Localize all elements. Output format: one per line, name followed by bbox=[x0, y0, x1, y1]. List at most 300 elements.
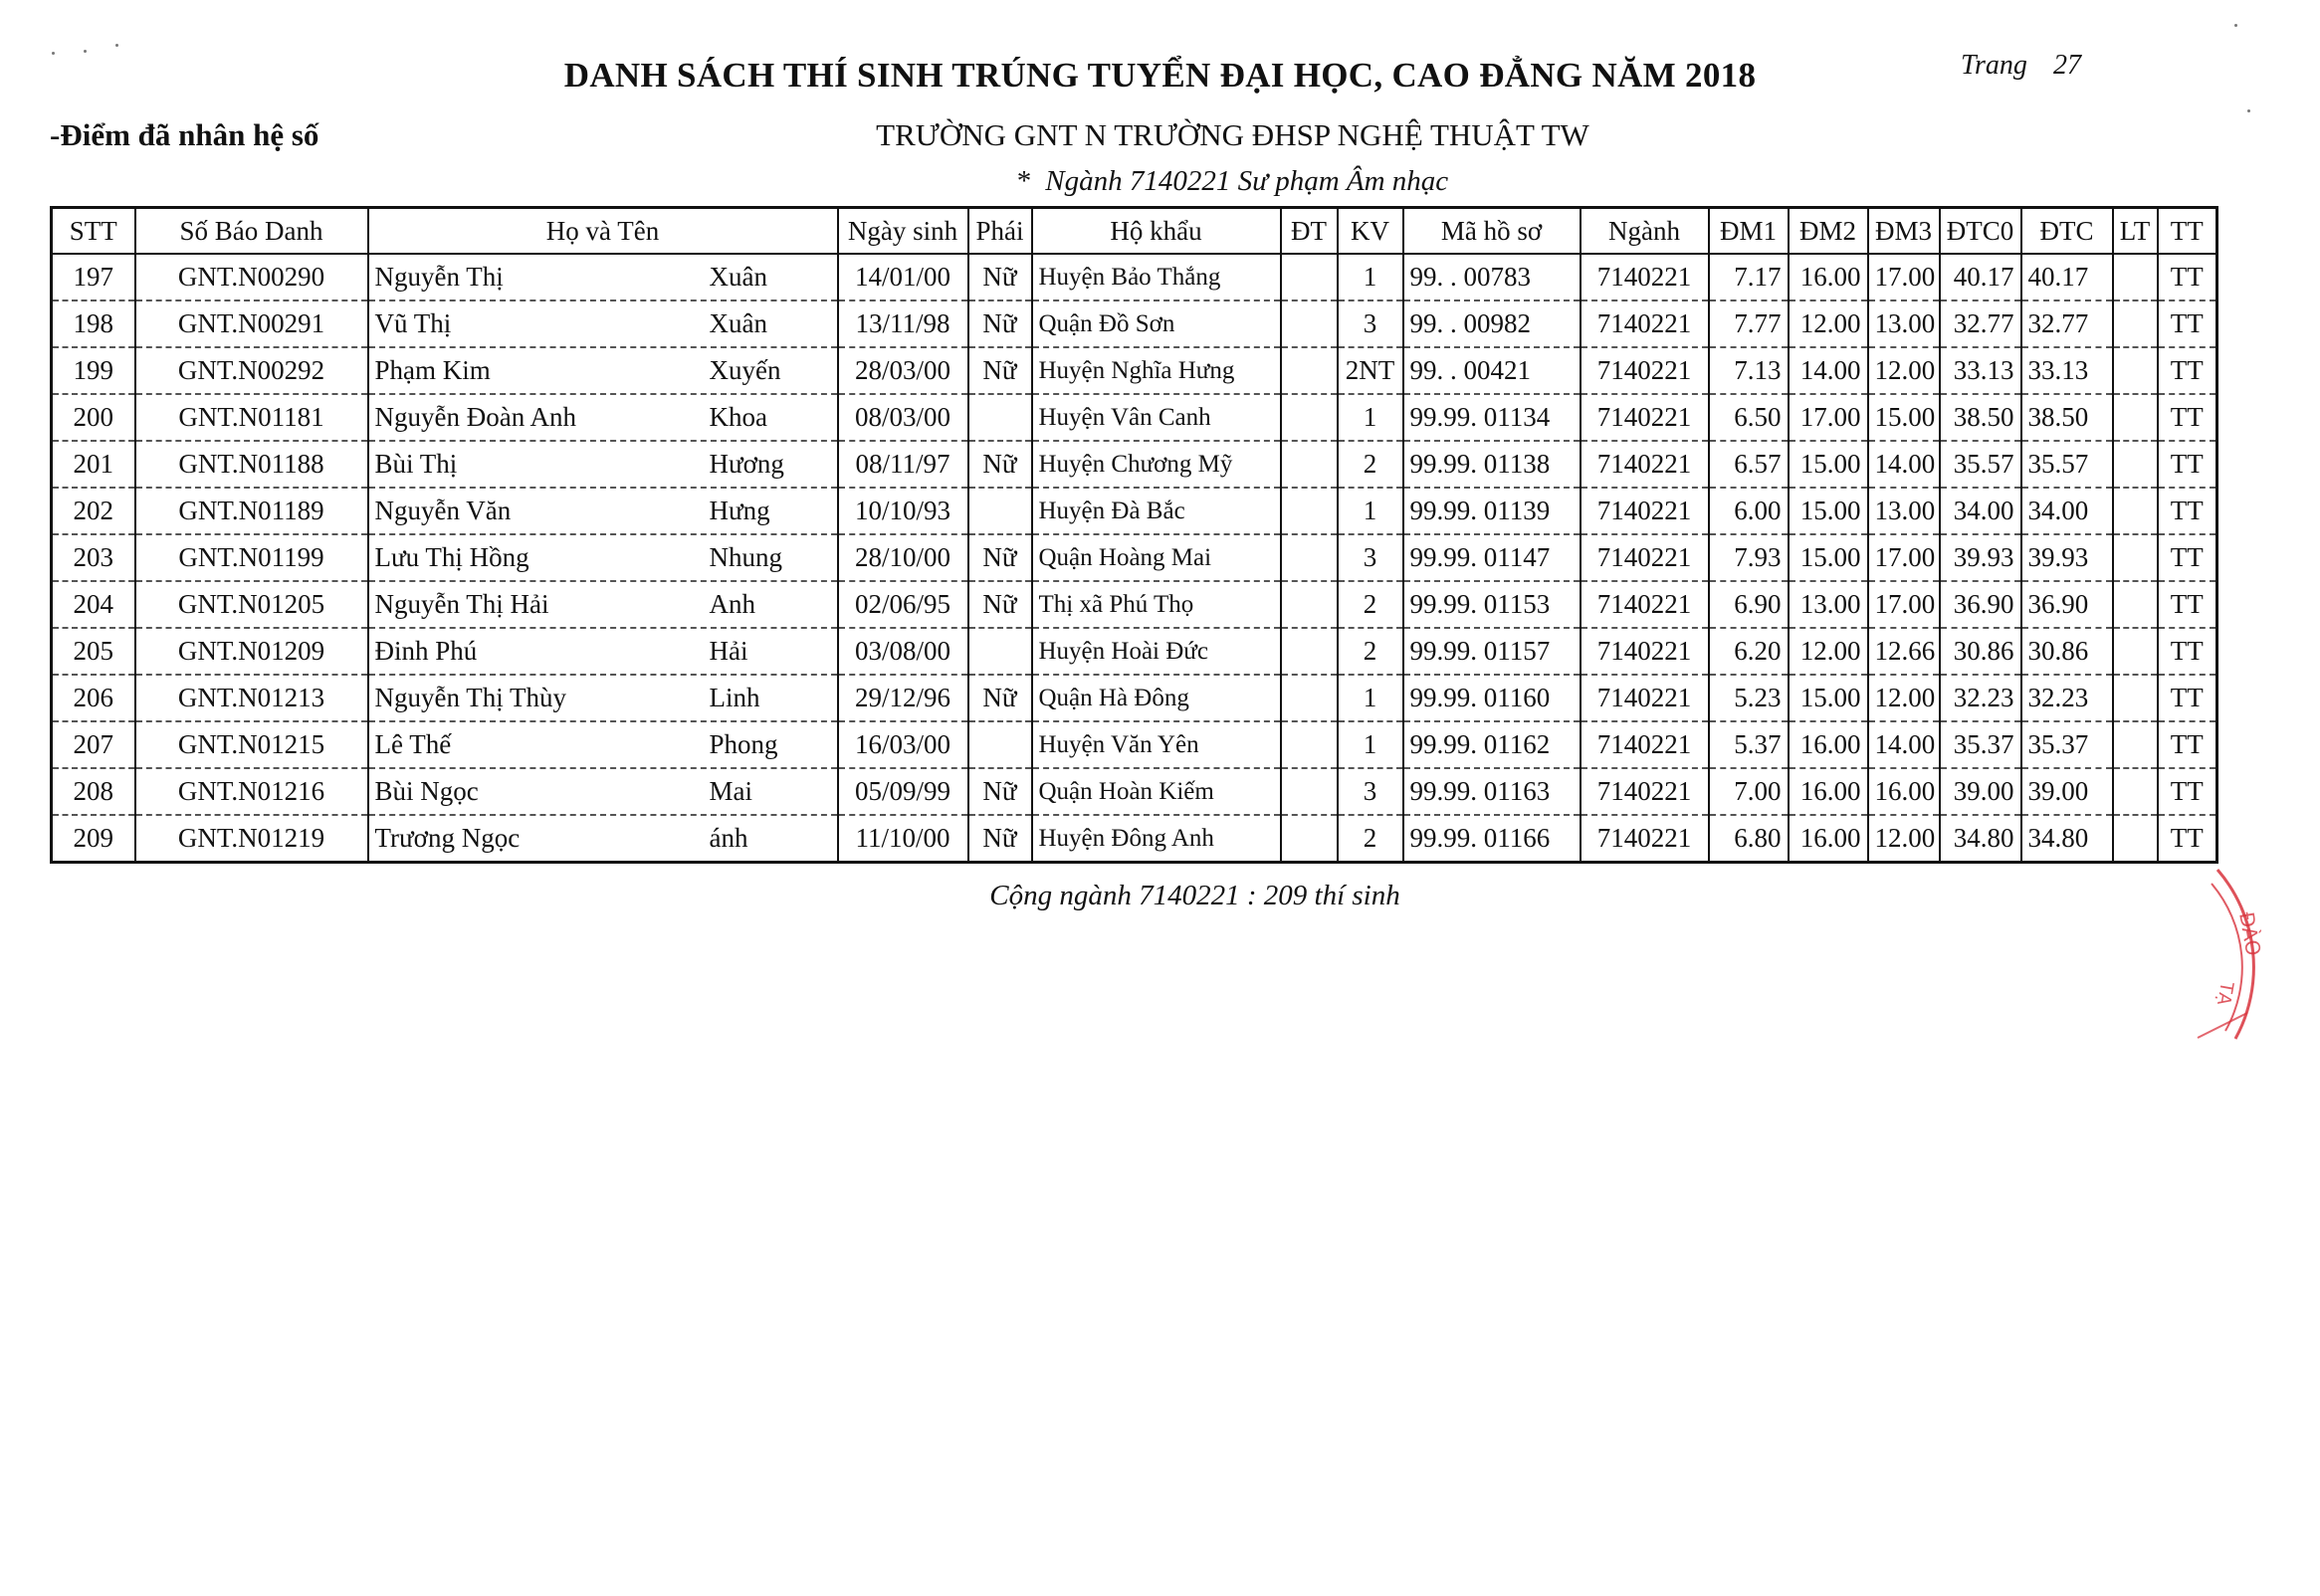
col-sex: Phái bbox=[968, 208, 1032, 255]
cell-kv: 2 bbox=[1338, 628, 1403, 675]
cell-stt: 206 bbox=[52, 675, 135, 721]
cell-dm2: 16.00 bbox=[1789, 721, 1868, 768]
cell-dm3: 13.00 bbox=[1868, 300, 1940, 347]
cell-last-name: Nguyễn Văn bbox=[374, 496, 512, 525]
cell-nganh: 7140221 bbox=[1581, 300, 1709, 347]
cell-dtc: 39.93 bbox=[2021, 534, 2113, 581]
cell-home: Huyện Đông Anh bbox=[1032, 815, 1281, 863]
cell-dt bbox=[1281, 675, 1338, 721]
cell-last-name: Bùi Thị bbox=[374, 449, 458, 479]
cell-dm1: 6.00 bbox=[1709, 488, 1789, 534]
cell-dt bbox=[1281, 768, 1338, 815]
cell-nganh: 7140221 bbox=[1581, 581, 1709, 628]
cell-tt: TT bbox=[2158, 300, 2217, 347]
cell-dtc: 36.90 bbox=[2021, 581, 2113, 628]
cell-home: Huyện Chương Mỹ bbox=[1032, 441, 1281, 488]
table-row bbox=[52, 441, 2217, 488]
cell-dob: 05/09/99 bbox=[838, 768, 968, 815]
cell-first-name: Khoa bbox=[709, 402, 767, 432]
cell-lt bbox=[2113, 254, 2158, 300]
cell-dob: 14/01/00 bbox=[838, 254, 968, 300]
cell-nganh: 7140221 bbox=[1581, 394, 1709, 441]
cell-sbd: GNT.N00290 bbox=[135, 254, 368, 300]
cell-dtc: 30.86 bbox=[2021, 628, 2113, 675]
cell-dtc0: 33.13 bbox=[1940, 347, 2021, 394]
cell-dtc: 35.57 bbox=[2021, 441, 2113, 488]
cell-dob: 08/03/00 bbox=[838, 394, 968, 441]
major-name: Ngành 7140221 Sư phạm Âm nhạc bbox=[1045, 165, 1449, 197]
cell-tt: TT bbox=[2158, 581, 2217, 628]
cell-dt bbox=[1281, 721, 1338, 768]
col-dtc: ĐTC bbox=[2021, 208, 2113, 255]
cell-home: Quận Hà Đông bbox=[1032, 675, 1281, 721]
cell-dm3: 12.66 bbox=[1868, 628, 1940, 675]
cell-lt bbox=[2113, 534, 2158, 581]
cell-stt: 205 bbox=[52, 628, 135, 675]
table-row bbox=[52, 581, 2217, 628]
cell-sex: Nữ bbox=[968, 815, 1032, 863]
scan-speck bbox=[2247, 109, 2250, 112]
col-dt: ĐT bbox=[1281, 208, 1338, 255]
cell-sex bbox=[968, 488, 1032, 534]
major-total: Cộng ngành 7140221 : 209 thí sinh bbox=[989, 880, 1400, 911]
table-row bbox=[52, 394, 2217, 441]
cell-sex bbox=[968, 721, 1032, 768]
cell-dt bbox=[1281, 347, 1338, 394]
col-dtc0: ĐTC0 bbox=[1940, 208, 2021, 255]
cell-kv: 2 bbox=[1338, 815, 1403, 863]
cell-sex: Nữ bbox=[968, 768, 1032, 815]
cell-first-name: Xuân bbox=[709, 262, 767, 292]
cell-dm1: 7.17 bbox=[1709, 254, 1789, 300]
cell-full-name bbox=[368, 721, 838, 768]
cell-mhs: 99. . 00982 bbox=[1403, 300, 1581, 347]
scan-speck bbox=[2234, 24, 2237, 27]
cell-sex: Nữ bbox=[968, 675, 1032, 721]
col-dm3: ĐM3 bbox=[1868, 208, 1940, 255]
col-dm1: ĐM1 bbox=[1709, 208, 1789, 255]
cell-sbd: GNT.N01213 bbox=[135, 675, 368, 721]
cell-home: Quận Đồ Sơn bbox=[1032, 300, 1281, 347]
cell-dm1: 6.57 bbox=[1709, 441, 1789, 488]
col-lt: LT bbox=[2113, 208, 2158, 255]
col-stt: STT bbox=[52, 208, 135, 255]
cell-mhs: 99.99. 01153 bbox=[1403, 581, 1581, 628]
cell-dtc: 34.00 bbox=[2021, 488, 2113, 534]
cell-full-name bbox=[368, 768, 838, 815]
cell-first-name: ánh bbox=[709, 823, 748, 853]
cell-sbd: GNT.N00292 bbox=[135, 347, 368, 394]
cell-dm2: 14.00 bbox=[1789, 347, 1868, 394]
cell-first-name: Hải bbox=[709, 636, 748, 666]
cell-dtc0: 35.37 bbox=[1940, 721, 2021, 768]
cell-first-name: Mai bbox=[709, 776, 752, 806]
cell-stt: 202 bbox=[52, 488, 135, 534]
cell-kv: 1 bbox=[1338, 721, 1403, 768]
cell-lt bbox=[2113, 815, 2158, 863]
cell-dt bbox=[1281, 394, 1338, 441]
cell-dm1: 6.20 bbox=[1709, 628, 1789, 675]
cell-dm2: 15.00 bbox=[1789, 675, 1868, 721]
cell-home: Huyện Đà Bắc bbox=[1032, 488, 1281, 534]
cell-tt: TT bbox=[2158, 347, 2217, 394]
cell-dtc0: 34.00 bbox=[1940, 488, 2021, 534]
cell-dm3: 12.00 bbox=[1868, 347, 1940, 394]
cell-dtc: 33.13 bbox=[2021, 347, 2113, 394]
cell-first-name: Xuyến bbox=[709, 355, 781, 385]
cell-dob: 11/10/00 bbox=[838, 815, 968, 863]
cell-kv: 1 bbox=[1338, 675, 1403, 721]
cell-nganh: 7140221 bbox=[1581, 721, 1709, 768]
cell-stt: 204 bbox=[52, 581, 135, 628]
cell-dm1: 6.80 bbox=[1709, 815, 1789, 863]
cell-sex: Nữ bbox=[968, 441, 1032, 488]
cell-nganh: 7140221 bbox=[1581, 815, 1709, 863]
cell-stt: 201 bbox=[52, 441, 135, 488]
cell-full-name bbox=[368, 581, 838, 628]
page-number bbox=[1961, 50, 2081, 82]
cell-mhs: 99.99. 01138 bbox=[1403, 441, 1581, 488]
cell-nganh: 7140221 bbox=[1581, 347, 1709, 394]
cell-dm2: 15.00 bbox=[1789, 488, 1868, 534]
cell-dt bbox=[1281, 441, 1338, 488]
cell-dm1: 6.50 bbox=[1709, 394, 1789, 441]
cell-lt bbox=[2113, 441, 2158, 488]
cell-dm2: 15.00 bbox=[1789, 534, 1868, 581]
cell-kv: 2 bbox=[1338, 441, 1403, 488]
cell-kv: 3 bbox=[1338, 768, 1403, 815]
cell-dtc: 39.00 bbox=[2021, 768, 2113, 815]
cell-dtc0: 30.86 bbox=[1940, 628, 2021, 675]
cell-dt bbox=[1281, 628, 1338, 675]
scan-speck bbox=[115, 44, 118, 47]
cell-dm1: 7.00 bbox=[1709, 768, 1789, 815]
cell-dtc: 38.50 bbox=[2021, 394, 2113, 441]
cell-dtc0: 32.23 bbox=[1940, 675, 2021, 721]
cell-mhs: 99.99. 01147 bbox=[1403, 534, 1581, 581]
cell-nganh: 7140221 bbox=[1581, 534, 1709, 581]
cell-kv: 1 bbox=[1338, 394, 1403, 441]
cell-tt: TT bbox=[2158, 254, 2217, 300]
col-nganh: Ngành bbox=[1581, 208, 1709, 255]
cell-sex: Nữ bbox=[968, 534, 1032, 581]
cell-dm2: 12.00 bbox=[1789, 628, 1868, 675]
cell-dm3: 17.00 bbox=[1868, 581, 1940, 628]
cell-sex: Nữ bbox=[968, 347, 1032, 394]
major-heading bbox=[0, 165, 2320, 198]
col-sbd: Số Báo Danh bbox=[135, 208, 368, 255]
table-row bbox=[52, 628, 2217, 675]
scan-speck bbox=[52, 52, 55, 55]
cell-dm3: 13.00 bbox=[1868, 488, 1940, 534]
cell-mhs: 99.99. 01160 bbox=[1403, 675, 1581, 721]
cell-first-name: Hương bbox=[709, 449, 784, 479]
cell-tt: TT bbox=[2158, 394, 2217, 441]
cell-dob: 08/11/97 bbox=[838, 441, 968, 488]
cell-kv: 1 bbox=[1338, 488, 1403, 534]
cell-full-name bbox=[368, 347, 838, 394]
cell-last-name: Nguyễn Thị Thùy bbox=[374, 683, 566, 712]
admission-table bbox=[50, 206, 2218, 864]
col-dob: Ngày sinh bbox=[838, 208, 968, 255]
table-row bbox=[52, 300, 2217, 347]
cell-full-name bbox=[368, 675, 838, 721]
cell-tt: TT bbox=[2158, 721, 2217, 768]
cell-home: Quận Hoàng Mai bbox=[1032, 534, 1281, 581]
cell-dtc: 35.37 bbox=[2021, 721, 2113, 768]
table-row bbox=[52, 254, 2217, 300]
cell-last-name: Vũ Thị bbox=[374, 308, 452, 338]
cell-dm3: 12.00 bbox=[1868, 675, 1940, 721]
cell-first-name: Anh bbox=[709, 589, 755, 619]
cell-lt bbox=[2113, 394, 2158, 441]
cell-home: Huyện Bảo Thắng bbox=[1032, 254, 1281, 300]
col-tt: TT bbox=[2158, 208, 2217, 255]
school-name: TRƯỜNG GNT N TRƯỜNG ĐHSP NGHỆ THUẬT TW bbox=[876, 117, 1589, 152]
cell-nganh: 7140221 bbox=[1581, 675, 1709, 721]
cell-dob: 02/06/95 bbox=[838, 581, 968, 628]
cell-dm3: 14.00 bbox=[1868, 441, 1940, 488]
cell-dob: 10/10/93 bbox=[838, 488, 968, 534]
table-row bbox=[52, 488, 2217, 534]
table-header-row bbox=[52, 208, 2217, 255]
cell-last-name: Nguyễn Thị bbox=[374, 262, 504, 292]
cell-dob: 16/03/00 bbox=[838, 721, 968, 768]
col-name: Họ và Tên bbox=[368, 208, 838, 255]
cell-mhs: 99.99. 01162 bbox=[1403, 721, 1581, 768]
cell-mhs: 99. . 00421 bbox=[1403, 347, 1581, 394]
cell-lt bbox=[2113, 628, 2158, 675]
cell-last-name: Phạm Kim bbox=[374, 355, 491, 385]
cell-sbd: GNT.N01209 bbox=[135, 628, 368, 675]
cell-last-name: Lưu Thị Hồng bbox=[374, 542, 529, 572]
cell-lt bbox=[2113, 675, 2158, 721]
cell-sex bbox=[968, 394, 1032, 441]
cell-dtc: 32.77 bbox=[2021, 300, 2113, 347]
cell-dt bbox=[1281, 581, 1338, 628]
cell-mhs: 99.99. 01157 bbox=[1403, 628, 1581, 675]
cell-home: Thị xã Phú Thọ bbox=[1032, 581, 1281, 628]
cell-dm1: 6.90 bbox=[1709, 581, 1789, 628]
cell-dob: 13/11/98 bbox=[838, 300, 968, 347]
cell-dm2: 17.00 bbox=[1789, 394, 1868, 441]
cell-dm3: 17.00 bbox=[1868, 254, 1940, 300]
document-title: DANH SÁCH THÍ SINH TRÚNG TUYỂN ĐẠI HỌC, CAO ĐẲNG NĂM 2018 bbox=[563, 56, 1757, 95]
cell-lt bbox=[2113, 581, 2158, 628]
table-row bbox=[52, 675, 2217, 721]
cell-dm1: 5.23 bbox=[1709, 675, 1789, 721]
red-seal-stamp bbox=[2178, 864, 2285, 1053]
cell-sbd: GNT.N01219 bbox=[135, 815, 368, 863]
cell-dtc: 32.23 bbox=[2021, 675, 2113, 721]
cell-dtc: 34.80 bbox=[2021, 815, 2113, 863]
cell-stt: 200 bbox=[52, 394, 135, 441]
cell-dtc0: 40.17 bbox=[1940, 254, 2021, 300]
cell-dt bbox=[1281, 300, 1338, 347]
cell-dm1: 7.13 bbox=[1709, 347, 1789, 394]
cell-sbd: GNT.N01215 bbox=[135, 721, 368, 768]
cell-full-name bbox=[368, 628, 838, 675]
page-number-value: 27 bbox=[2052, 50, 2081, 81]
cell-last-name: Lê Thế bbox=[374, 729, 452, 759]
cell-tt: TT bbox=[2158, 628, 2217, 675]
cell-dm3: 14.00 bbox=[1868, 721, 1940, 768]
cell-last-name: Nguyễn Thị Hải bbox=[374, 589, 549, 619]
cell-sbd: GNT.N01189 bbox=[135, 488, 368, 534]
cell-tt: TT bbox=[2158, 675, 2217, 721]
table-row bbox=[52, 768, 2217, 815]
cell-home: Huyện Văn Yên bbox=[1032, 721, 1281, 768]
cell-dtc0: 36.90 bbox=[1940, 581, 2021, 628]
cell-first-name: Linh bbox=[709, 683, 760, 712]
cell-lt bbox=[2113, 347, 2158, 394]
cell-dtc0: 35.57 bbox=[1940, 441, 2021, 488]
cell-last-name: Trương Ngọc bbox=[374, 823, 521, 853]
cell-full-name bbox=[368, 488, 838, 534]
cell-dm2: 13.00 bbox=[1789, 581, 1868, 628]
cell-dm1: 7.77 bbox=[1709, 300, 1789, 347]
scan-speck bbox=[84, 50, 87, 53]
cell-sbd: GNT.N01205 bbox=[135, 581, 368, 628]
cell-stt: 208 bbox=[52, 768, 135, 815]
cell-kv: 2NT bbox=[1338, 347, 1403, 394]
cell-dm3: 17.00 bbox=[1868, 534, 1940, 581]
cell-home: Huyện Nghĩa Hưng bbox=[1032, 347, 1281, 394]
cell-lt bbox=[2113, 721, 2158, 768]
cell-kv: 1 bbox=[1338, 254, 1403, 300]
cell-sex: Nữ bbox=[968, 300, 1032, 347]
cell-dm3: 12.00 bbox=[1868, 815, 1940, 863]
cell-mhs: 99.99. 01163 bbox=[1403, 768, 1581, 815]
cell-stt: 199 bbox=[52, 347, 135, 394]
page-label: Trang bbox=[1961, 50, 2027, 81]
cell-mhs: 99.99. 01134 bbox=[1403, 394, 1581, 441]
cell-home: Quận Hoàn Kiếm bbox=[1032, 768, 1281, 815]
cell-full-name bbox=[368, 254, 838, 300]
cell-tt: TT bbox=[2158, 534, 2217, 581]
cell-first-name: Xuân bbox=[709, 308, 767, 338]
cell-nganh: 7140221 bbox=[1581, 488, 1709, 534]
cell-full-name bbox=[368, 394, 838, 441]
score-note: -Điểm đã nhân hệ số bbox=[50, 117, 319, 152]
cell-kv: 2 bbox=[1338, 581, 1403, 628]
cell-dtc0: 39.00 bbox=[1940, 768, 2021, 815]
col-home: Hộ khẩu bbox=[1032, 208, 1281, 255]
cell-sbd: GNT.N01216 bbox=[135, 768, 368, 815]
cell-dt bbox=[1281, 488, 1338, 534]
cell-last-name: Đinh Phú bbox=[374, 636, 478, 666]
cell-dt bbox=[1281, 534, 1338, 581]
cell-lt bbox=[2113, 300, 2158, 347]
cell-sbd: GNT.N01181 bbox=[135, 394, 368, 441]
cell-nganh: 7140221 bbox=[1581, 628, 1709, 675]
cell-tt: TT bbox=[2158, 488, 2217, 534]
table-row bbox=[52, 347, 2217, 394]
cell-mhs: 99.99. 01166 bbox=[1403, 815, 1581, 863]
stamp-lettering: TẠ bbox=[2213, 980, 2237, 1007]
cell-dtc0: 39.93 bbox=[1940, 534, 2021, 581]
cell-sbd: GNT.N00291 bbox=[135, 300, 368, 347]
cell-first-name: Phong bbox=[709, 729, 778, 759]
cell-dtc0: 34.80 bbox=[1940, 815, 2021, 863]
cell-first-name: Hưng bbox=[709, 496, 770, 525]
cell-last-name: Bùi Ngọc bbox=[374, 776, 479, 806]
stamp-tick-mark bbox=[2198, 1013, 2247, 1038]
cell-sbd: GNT.N01188 bbox=[135, 441, 368, 488]
cell-tt: TT bbox=[2158, 768, 2217, 815]
cell-home: Huyện Hoài Đức bbox=[1032, 628, 1281, 675]
cell-tt: TT bbox=[2158, 815, 2217, 863]
major-star: * bbox=[1016, 165, 1032, 197]
cell-dob: 03/08/00 bbox=[838, 628, 968, 675]
cell-stt: 197 bbox=[52, 254, 135, 300]
cell-dtc: 40.17 bbox=[2021, 254, 2113, 300]
cell-full-name bbox=[368, 300, 838, 347]
cell-sex: Nữ bbox=[968, 581, 1032, 628]
cell-lt bbox=[2113, 768, 2158, 815]
cell-last-name: Nguyễn Đoàn Anh bbox=[374, 402, 576, 432]
table-row bbox=[52, 815, 2217, 863]
stamp-lettering: ĐÀO bbox=[2234, 909, 2266, 958]
cell-mhs: 99. . 00783 bbox=[1403, 254, 1581, 300]
cell-dm2: 16.00 bbox=[1789, 254, 1868, 300]
stamp-inner-arc bbox=[2212, 884, 2242, 1031]
cell-full-name bbox=[368, 441, 838, 488]
cell-dob: 28/03/00 bbox=[838, 347, 968, 394]
table-row bbox=[52, 721, 2217, 768]
cell-kv: 3 bbox=[1338, 300, 1403, 347]
col-mhs: Mã hồ sơ bbox=[1403, 208, 1581, 255]
cell-tt: TT bbox=[2158, 441, 2217, 488]
cell-stt: 209 bbox=[52, 815, 135, 863]
cell-sbd: GNT.N01199 bbox=[135, 534, 368, 581]
cell-dtc0: 38.50 bbox=[1940, 394, 2021, 441]
cell-nganh: 7140221 bbox=[1581, 441, 1709, 488]
cell-dob: 29/12/96 bbox=[838, 675, 968, 721]
cell-dob: 28/10/00 bbox=[838, 534, 968, 581]
cell-dt bbox=[1281, 815, 1338, 863]
cell-dm3: 15.00 bbox=[1868, 394, 1940, 441]
cell-home: Huyện Vân Canh bbox=[1032, 394, 1281, 441]
cell-full-name bbox=[368, 534, 838, 581]
cell-sex: Nữ bbox=[968, 254, 1032, 300]
cell-dm2: 16.00 bbox=[1789, 768, 1868, 815]
cell-dm1: 5.37 bbox=[1709, 721, 1789, 768]
cell-dm2: 16.00 bbox=[1789, 815, 1868, 863]
cell-nganh: 7140221 bbox=[1581, 254, 1709, 300]
cell-dtc0: 32.77 bbox=[1940, 300, 2021, 347]
table-row bbox=[52, 534, 2217, 581]
cell-first-name: Nhung bbox=[709, 542, 782, 572]
cell-stt: 207 bbox=[52, 721, 135, 768]
cell-dm1: 7.93 bbox=[1709, 534, 1789, 581]
col-kv: KV bbox=[1338, 208, 1403, 255]
cell-nganh: 7140221 bbox=[1581, 768, 1709, 815]
cell-sex bbox=[968, 628, 1032, 675]
col-dm2: ĐM2 bbox=[1789, 208, 1868, 255]
cell-dm2: 15.00 bbox=[1789, 441, 1868, 488]
cell-stt: 203 bbox=[52, 534, 135, 581]
cell-lt bbox=[2113, 488, 2158, 534]
table-body bbox=[52, 254, 2217, 863]
cell-kv: 3 bbox=[1338, 534, 1403, 581]
cell-mhs: 99.99. 01139 bbox=[1403, 488, 1581, 534]
cell-dm3: 16.00 bbox=[1868, 768, 1940, 815]
cell-dt bbox=[1281, 254, 1338, 300]
cell-full-name bbox=[368, 815, 838, 863]
cell-stt: 198 bbox=[52, 300, 135, 347]
cell-dm2: 12.00 bbox=[1789, 300, 1868, 347]
